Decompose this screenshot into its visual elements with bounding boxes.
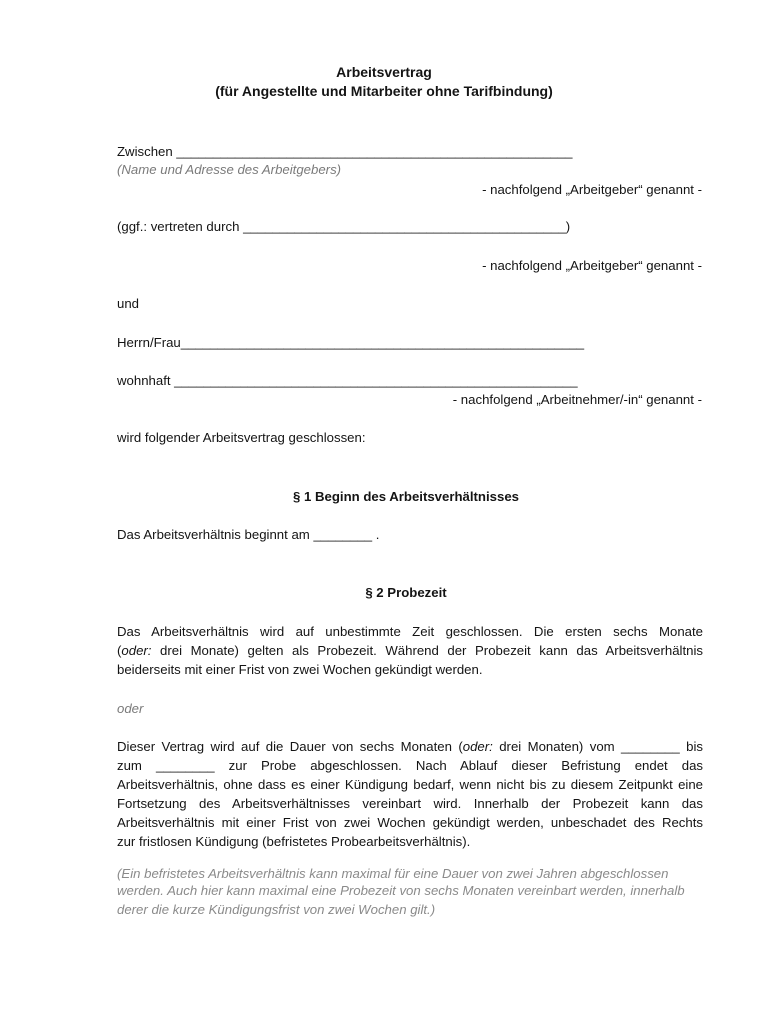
fixed-term-para-line: Arbeitsverhältnis, ohne dass es einer Kündigung bedarf, wenn nicht bis zu diesem Zeitpunkt eine — [117, 777, 703, 792]
contract-intro: wird folgender Arbeitsvertrag geschlossen: — [117, 430, 366, 445]
employer-line: Zwischen ______________________________________________________ — [117, 144, 573, 159]
fixed-term-para-line: Fortsetzung des Arbeitsverhältnisses vereinbart wird. Innerhalb der Probezeit kann das — [117, 796, 703, 811]
section-1-heading: § 1 Beginn des Arbeitsverhältnisses — [293, 489, 519, 504]
fixed-term-para-line: zum ________ zur Probe abgeschlossen. Nach Ablauf dieser Befristung endet das — [117, 758, 703, 773]
fixed-term-note-line: derer die kurze Kündigungsfrist von zwei Wochen gilt.) — [117, 902, 436, 917]
employee-designation: - nachfolgend „Arbeitnehmer/-in“ genannt - — [452, 392, 702, 407]
representative-line: (ggf.: vertreten durch ____________________________________________) — [117, 219, 571, 234]
employer-note: (Name und Adresse des Arbeitgebers) — [117, 162, 342, 177]
und-text: und — [117, 296, 140, 311]
employer-designation-2: - nachfolgend „Arbeitgeber“ genannt - — [482, 258, 702, 273]
fixed-term-para-line: Arbeitsverhältnis mit einer Frist von zwei Wochen gekündigt werden, unbeschadet des Rechts — [117, 815, 703, 830]
document-subtitle: (für Angestellte und Mitarbeiter ohne Tarifbindung) — [215, 83, 553, 99]
fixed-term-para-line: zur fristlosen Kündigung (befristetes Probearbeitsverhältnis). — [117, 834, 471, 849]
section-2-heading: § 2 Probezeit — [365, 585, 447, 600]
fixed-term-note-line: (Ein befristetes Arbeitsverhältnis kann maximal für eine Dauer von zwei Jahren abgeschlossen — [117, 866, 669, 881]
probation-para-line: (oder: drei Monate) gelten als Probezeit. Während der Probezeit kann das Arbeitsverhältnis — [117, 643, 703, 658]
probation-para-line: Das Arbeitsverhältnis wird auf unbestimmte Zeit geschlossen. Die ersten sechs Monate — [117, 624, 703, 639]
section-1-text: Das Arbeitsverhältnis beginnt am ________ . — [117, 527, 380, 542]
employee-name-line: Herrn/Frau_______________________________________________________ — [117, 335, 585, 350]
fixed-term-para-line: Dieser Vertrag wird auf die Dauer von sechs Monaten (oder: drei Monaten) vom ________ bis — [117, 739, 703, 754]
document-title: Arbeitsvertrag — [336, 64, 432, 80]
oder-text: oder — [117, 701, 144, 716]
probation-para-line: beiderseits mit einer Frist von zwei Wochen gekündigt werden. — [117, 662, 483, 677]
employer-designation: - nachfolgend „Arbeitgeber“ genannt - — [482, 182, 702, 197]
employee-address-line: wohnhaft _______________________________________________________ — [117, 373, 578, 388]
fixed-term-note-line: werden. Auch hier kann maximal eine Probezeit von sechs Monaten vereinbart werden, innerhalb — [117, 883, 685, 898]
